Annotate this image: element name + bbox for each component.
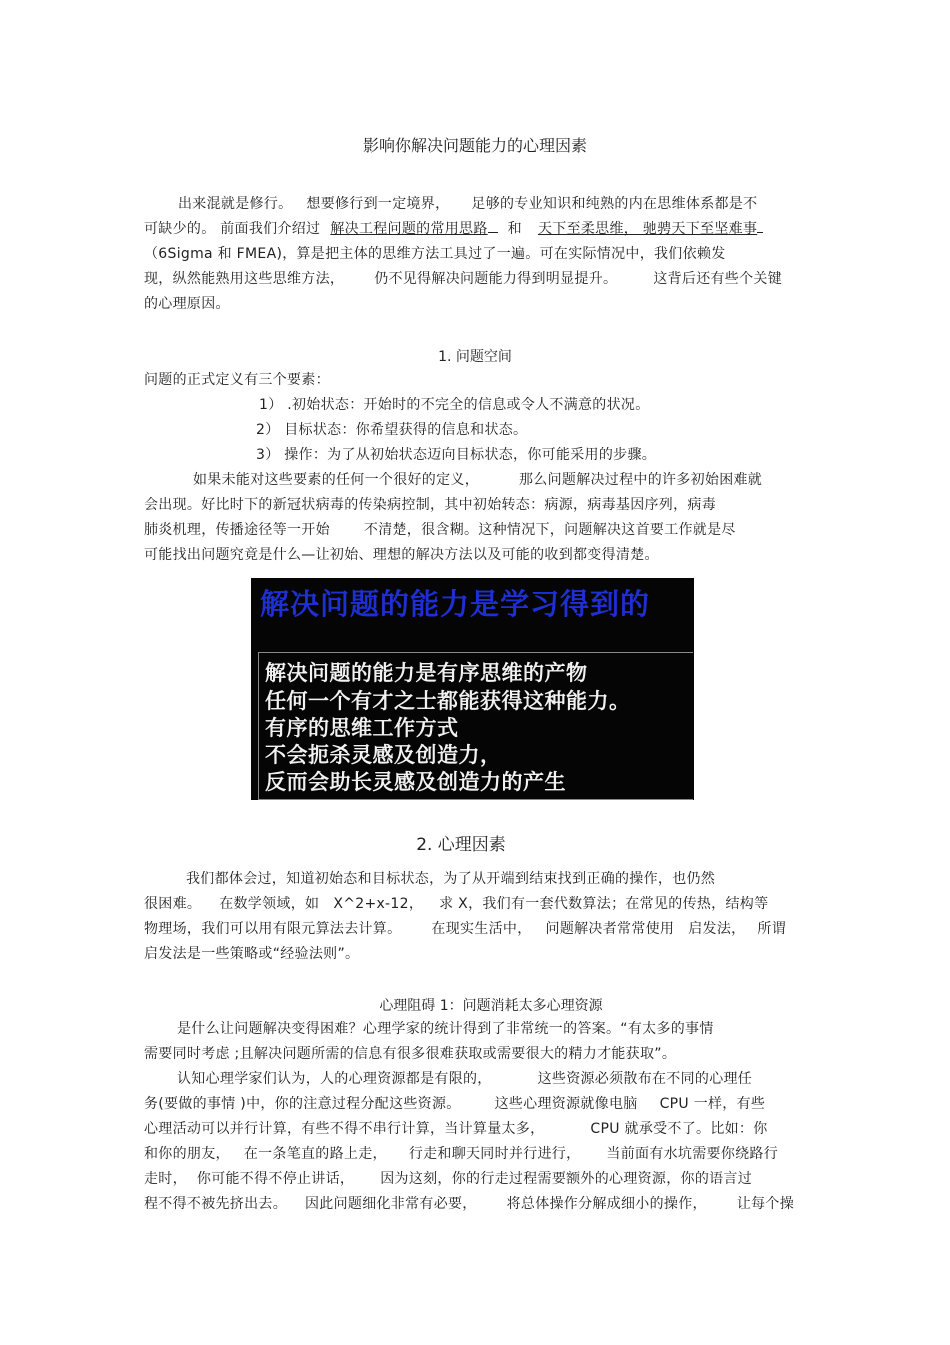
slide-line: 不会扼杀灵感及创造力， [265, 742, 502, 767]
sec1-para-line-1 [193, 471, 762, 489]
text: 足够的专业知识和纯熟的内在思维体系都是不 [471, 196, 758, 212]
intro-line-3: （6Sigma 和 FMEA)，算是把主体的思维方法工具过了一遍。可在实际情况中，我们依赖发 [144, 246, 726, 262]
text: 问题解决者常常使用 [545, 921, 675, 937]
element-item-1: 1） .初始状态：开始时的不完全的信息或令人不满意的状况。 [259, 397, 650, 413]
text: 所谓 [757, 921, 787, 937]
text: 物理场，我们可以用有限元算法去计算。 [144, 921, 402, 937]
barrier-line-8 [144, 1195, 794, 1213]
barrier-line-7 [144, 1170, 752, 1188]
text: 和你的朋友， [144, 1146, 230, 1162]
sec1-para-line-4: 可能找出问题究竟是什么—让初始、理想的解决方法以及可能的收到都变得清楚。 [144, 547, 659, 563]
text: 走时， [144, 1171, 187, 1187]
text: 你可能不得不停止讲话， [196, 1171, 355, 1187]
barrier-line-3 [177, 1070, 752, 1088]
slide-image [251, 578, 694, 800]
text: 很困难。 [144, 896, 202, 912]
slide-content-frame [258, 652, 693, 800]
text: 因此问题细化非常有必要， [305, 1196, 477, 1212]
sec2-para-line-3 [144, 920, 786, 938]
text: 在现实生活中， [431, 921, 532, 937]
slide-line: 有序的思维工作方式 [265, 715, 459, 740]
text: 现，纵然能熟用这些思维方法， [144, 271, 345, 287]
section-1-heading: 1. 问题空间 [438, 349, 512, 365]
sec1-para-line-3 [144, 521, 736, 539]
text: 因为这刻，你的行走过程需要额外的心理资源，你的语言过 [380, 1171, 753, 1187]
text: 仍不见得解决问题能力得到明显提升。 [374, 271, 618, 287]
intro-line-1 [178, 195, 757, 213]
text: 这背后还有些个关键 [653, 271, 783, 287]
slide-heading: 解决问题的能力是学习得到的 [260, 587, 651, 621]
section-2-heading: 2. 心理因素 [416, 835, 506, 855]
text: CPU 一样，有些 [659, 1096, 766, 1112]
sec2-para-line-1: 我们都体会过，知道初始态和目标状态，为了从开端到结束找到正确的操作，也仍然 [186, 871, 716, 887]
barrier-line-6 [144, 1145, 778, 1163]
slide-line: 解决问题的能力是有序思维的产物 [265, 660, 588, 685]
text: 出来混就是修行。 [178, 196, 293, 212]
text: 行走和聊天同时并行进行， [408, 1146, 581, 1162]
intro-line-2 [144, 220, 763, 238]
slide-line: 反而会助长灵感及创造力的产生 [265, 769, 566, 794]
text: 可缺少的。 前面我们介绍过 [144, 221, 321, 237]
text: 那么问题解决过程中的许多初始困难就 [519, 472, 763, 488]
definition-line: 问题的正式定义有三个要素： [144, 372, 330, 388]
barrier-line-4 [144, 1095, 765, 1113]
text: X^2+x-12， [333, 896, 424, 912]
intro-line-5: 的心理原因。 [144, 296, 230, 312]
text: 在数学领域，如 [219, 896, 320, 912]
text: 不清楚，很含糊。这种情况下，问题解决这首要工作就是尽 [363, 522, 736, 538]
text: 如果未能对这些要素的任何一个很好的定义， [193, 472, 479, 488]
intro-line-4 [144, 270, 782, 288]
text: 这些资源必须散布在不同的心理任 [537, 1071, 753, 1087]
sec2-para-line-4: 启发法是一些策略或“经验法则”。 [144, 946, 360, 962]
text: 求 X，我们有一套代数算法；在常见的传热，结构等 [439, 896, 769, 912]
text: CPU 就承受不了。比如：你 [590, 1121, 768, 1137]
sec1-para-line-2: 会出现。好比时下的新冠状病毒的传染病控制，其中初始转态：病源，病毒基因序列，病毒 [144, 497, 716, 513]
barrier-1-heading: 心理阻碍 1：问题消耗太多心理资源 [379, 998, 603, 1014]
barrier-line-1: 是什么让问题解决变得困难？心理学家的统计得到了非常统一的答案。“有太多的事情 [177, 1021, 714, 1037]
sec2-para-line-2 [144, 895, 768, 913]
text: 这些心理资源就像电脑 [494, 1096, 638, 1112]
link-engineering-thinking[interactable]: 解决工程问题的常用思路 [330, 221, 488, 237]
text: 心理活动可以并行计算，有些不得不串行计算，当计算量太多， [144, 1121, 545, 1137]
text: 想要修行到一定境界， [306, 196, 450, 212]
barrier-line-5 [144, 1120, 768, 1138]
slide-line: 任何一个有才之士都能获得这种能力。 [265, 688, 631, 713]
element-item-2: 2） 目标状态：你希望获得的信息和状态。 [256, 422, 528, 438]
element-item-3: 3） 操作：为了从初始状态迈向目标状态，你可能采用的步骤。 [256, 447, 657, 463]
text: 将总体操作分解成细小的操作， [506, 1196, 707, 1212]
text: 启发法， [688, 921, 746, 937]
text: 让每个操 [736, 1196, 795, 1212]
text: 和 [507, 221, 522, 237]
text: 程不得不被先挤出去。 [144, 1196, 287, 1212]
text: 务(要做的事情 )中，你的注意过程分配这些资源。 [144, 1096, 461, 1112]
link-soft-thinking[interactable]: 天下至柔思维， 驰骋天下至坚难事 [537, 221, 758, 237]
text: 肺炎机理，传播途径等一开始 [144, 522, 330, 538]
barrier-line-2: 需要同时考虑 ;且解决问题所需的信息有很多很难获取或需要很大的精力才能获取”。 [144, 1046, 677, 1062]
text: 在一条笔直的路上走， [243, 1146, 387, 1162]
document-title: 影响你解决问题能力的心理因素 [362, 136, 587, 155]
text: 认知心理学家们认为，人的心理资源都是有限的， [177, 1071, 492, 1087]
text: 当前面有水坑需要你绕路行 [606, 1146, 779, 1162]
